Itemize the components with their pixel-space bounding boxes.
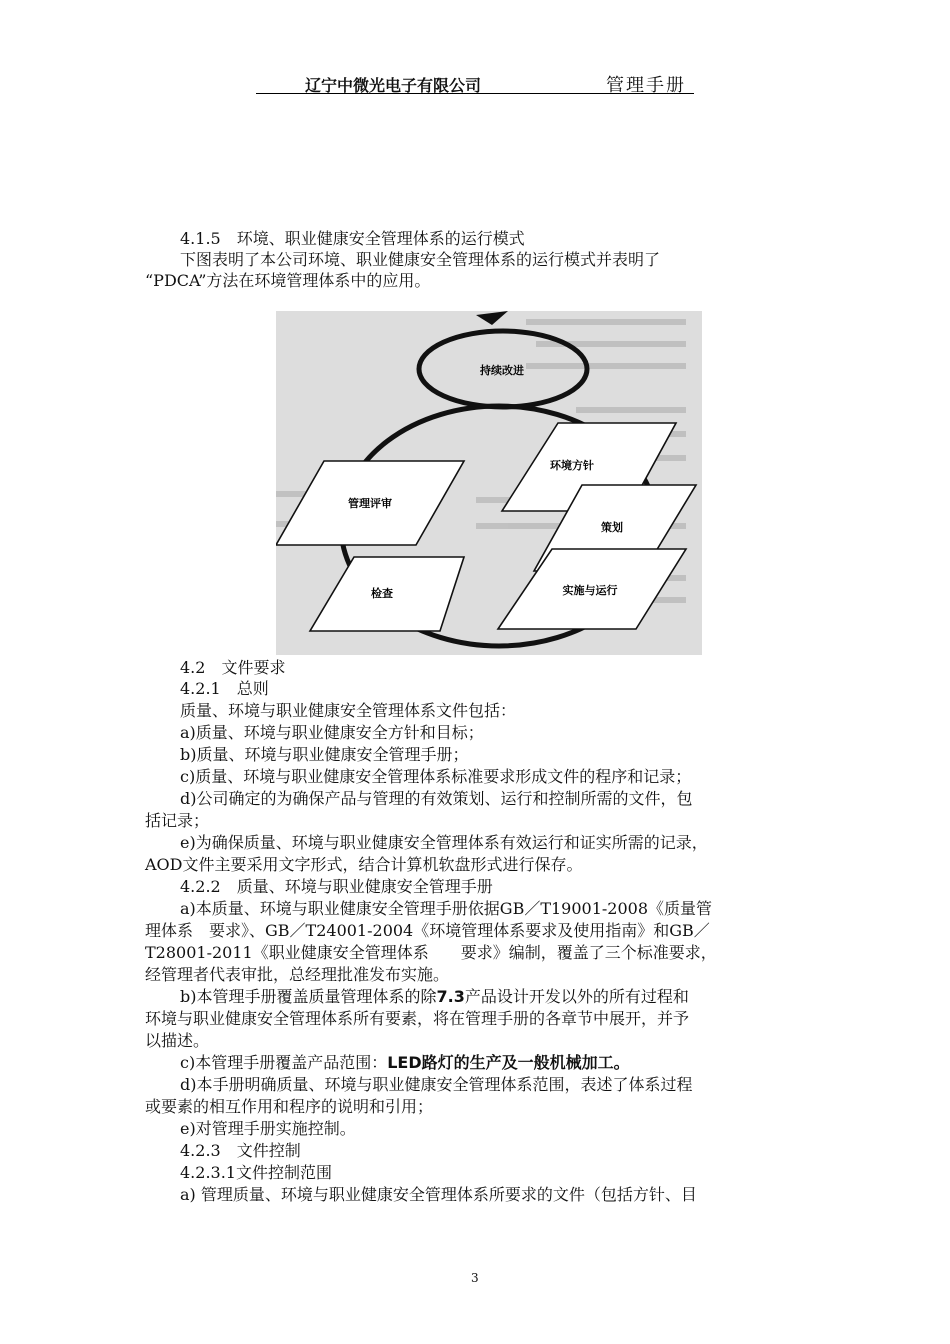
- list-item: a) 管理质量、环境与职业健康安全管理体系所要求的文件（包括方针、目: [180, 1185, 697, 1204]
- arrow-head-icon: [476, 311, 508, 325]
- implement-label: 实施与运行: [562, 584, 618, 597]
- paragraph-line: 下图表明了本公司环境、职业健康安全管理体系的运行模式并表明了: [180, 250, 661, 269]
- paragraph-line: AOD文件主要采用文字形式，结合计算机软盘形式进行保存。: [145, 855, 583, 874]
- header-rule: [256, 93, 694, 94]
- list-item: a)本质量、环境与职业健康安全管理手册依据GB／T19001-2008《质量管: [180, 899, 713, 918]
- list-item: d)本手册明确质量、环境与职业健康安全管理体系范围，表述了体系过程: [180, 1075, 693, 1094]
- text-run: c)本管理手册覆盖产品范围：: [180, 1053, 388, 1072]
- paragraph-line: 或要素的相互作用和程序的说明和引用；: [145, 1097, 434, 1116]
- list-item: e)为确保质量、环境与职业健康安全管理体系有效运行和证实所需的记录，: [180, 833, 708, 852]
- section-heading-4-1-5: 4.1.5 环境、职业健康安全管理体系的运行模式: [180, 229, 525, 248]
- improve-label: 持续改进: [480, 364, 524, 377]
- plan-label: 策划: [601, 521, 623, 534]
- header-manual-title: 管理手册: [606, 75, 686, 96]
- section-heading-4-2-3: 4.2.3 文件控制: [180, 1141, 301, 1160]
- list-item: [180, 986, 689, 1007]
- pdca-diagram: [276, 311, 702, 655]
- pdca-diagram-svg: [276, 311, 702, 655]
- list-item: [180, 1052, 630, 1073]
- paragraph-line: 以描述。: [145, 1031, 210, 1050]
- paragraph-line: 理体系 要求》、GB／T24001-2004《环境管理体系要求及使用指南》和GB／: [145, 921, 710, 940]
- review-label: 管理评审: [348, 497, 392, 510]
- page-number: 3: [471, 1271, 479, 1285]
- paragraph-line: T28001-2011《职业健康安全管理体系 要求》编制，覆盖了三个标准要求，: [145, 943, 717, 962]
- header-company-name: 辽宁中微光电子有限公司: [305, 76, 482, 95]
- text-run: b)本管理手册覆盖质量管理体系的除: [180, 987, 437, 1006]
- section-heading-4-2: 4.2 文件要求: [180, 658, 286, 677]
- section-heading-4-2-1: 4.2.1 总则: [180, 679, 269, 698]
- paragraph-line: 质量、环境与职业健康安全管理体系文件包括：: [180, 701, 517, 720]
- section-heading-4-2-3-1: 4.2.3.1文件控制范围: [180, 1163, 332, 1182]
- clause-number: 7.3: [436, 987, 465, 1006]
- section-heading-4-2-2: 4.2.2 质量、环境与职业健康安全管理手册: [180, 877, 493, 896]
- product-scope: LED路灯的生产及一般机械加工。: [387, 1053, 630, 1072]
- paragraph-line: 环境与职业健康安全管理体系所有要素，将在管理手册的各章节中展开，并予: [145, 1009, 690, 1028]
- list-item: a)质量、环境与职业健康安全方针和目标；: [180, 723, 484, 742]
- list-item: b)质量、环境与职业健康安全管理手册；: [180, 745, 469, 764]
- list-item: d)公司确定的为确保产品与管理的有效策划、运行和控制所需的文件，包: [180, 789, 693, 808]
- paragraph-line: “PDCA”方法在环境管理体系中的应用。: [145, 271, 431, 290]
- paragraph-line: 经管理者代表审批，总经理批准发布实施。: [145, 965, 450, 984]
- text-run: 产品设计开发以外的所有过程和: [464, 987, 689, 1006]
- paragraph-line: 括记录；: [145, 811, 210, 830]
- list-item: e)对管理手册实施控制。: [180, 1119, 356, 1138]
- check-label: 检查: [371, 587, 393, 600]
- policy-label: 环境方针: [550, 459, 594, 472]
- list-item: c)质量、环境与职业健康安全管理体系标准要求形成文件的程序和记录；: [180, 767, 692, 786]
